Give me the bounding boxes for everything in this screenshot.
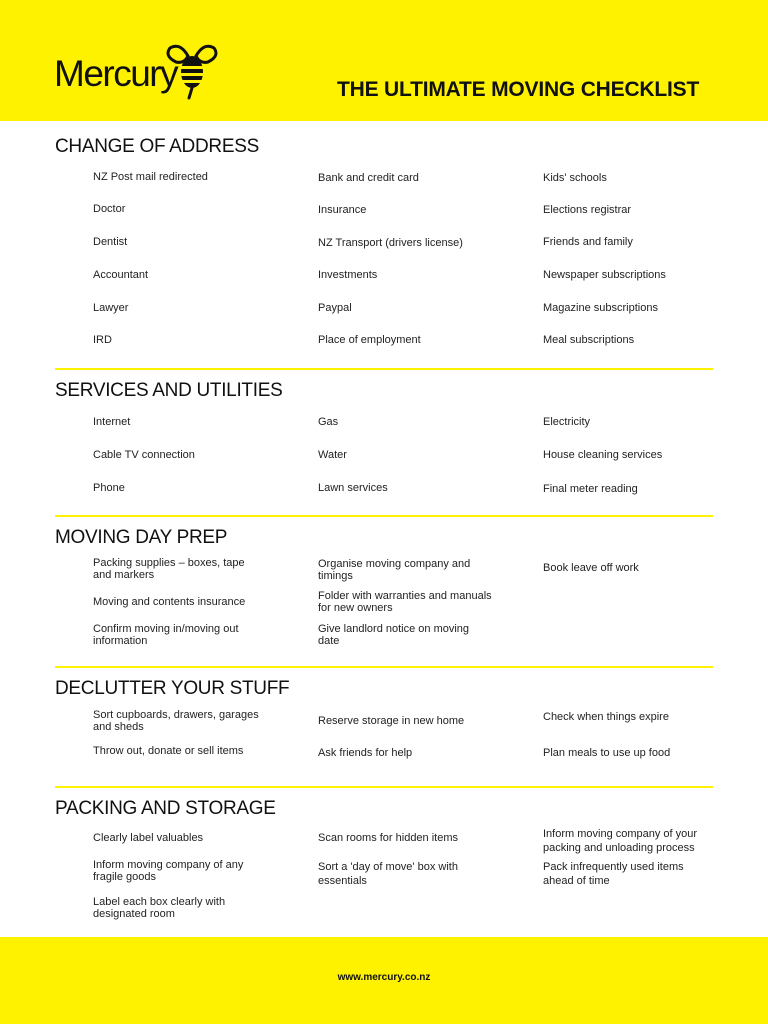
checklist-item: Packing supplies – boxes, tape and markers [93,557,245,581]
checklist-item: Confirm moving in/moving out information [93,623,239,647]
footer-website-link[interactable]: www.mercury.co.nz [337,972,431,983]
checklist-item: Lawyer [93,302,129,314]
checklist-item: Cable TV connection [93,449,195,461]
checklist-item: Scan rooms for hidden items [318,832,459,844]
checklist-item: Elections registrar [543,204,632,216]
checklist-item: Dentist [93,236,128,248]
checklist-item: Doctor [93,203,126,215]
checklist-item: Water [318,449,347,461]
checklist-item: Investments [318,269,378,281]
checklist-item: NZ Transport (drivers license) [318,237,463,249]
checklist-item: House cleaning services [543,449,663,461]
mercury-logo [54,52,177,96]
checklist-item: Reserve storage in new home [318,715,465,727]
section-divider [55,515,713,517]
checklist-item: Clearly label valuables [93,832,204,844]
checklist-item: Bank and credit card [318,172,419,184]
page-title: THE ULTIMATE MOVING CHECKLIST [337,78,700,101]
checklist-item: Sort a 'day of move' box with essentials [318,861,458,887]
checklist-item: IRD [93,334,112,346]
footer-banner [0,937,768,1024]
checklist-item: Give landlord notice on moving date [318,623,470,647]
checklist-item: Phone [93,482,125,494]
section-divider [55,666,713,668]
checklist-item: Label each box clearly with designated room [93,896,226,920]
checklist-item: Friends and family [543,236,633,248]
section-title-services-utilities: SERVICES AND UTILITIES [55,380,283,401]
checklist-item: Inform moving company of your packing and unloading process [543,828,698,854]
checklist-item: Book leave off work [543,562,639,574]
checklist-item: Electricity [543,416,591,428]
section-divider [55,368,713,370]
checklist-item: Meal subscriptions [543,334,635,346]
section-title-change-of-address: CHANGE OF ADDRESS [55,136,259,157]
checklist-item: Organise moving company and timings [318,558,471,582]
checklist-item: Newspaper subscriptions [543,269,666,281]
checklist-item: Paypal [318,302,352,314]
checklist-item: Gas [318,416,339,428]
section-title-declutter: DECLUTTER YOUR STUFF [55,678,290,699]
section-divider [55,786,713,788]
checklist-item: Kids' schools [543,172,607,184]
checklist-item: Pack infrequently used items ahead of time [543,861,684,887]
checklist-item: Accountant [93,269,149,281]
section-title-moving-day-prep: MOVING DAY PREP [55,527,228,548]
checklist-item: Magazine subscriptions [543,302,658,314]
checklist-item: Final meter reading [543,483,638,495]
checklist-item: Insurance [318,204,367,216]
checklist-item: Lawn services [318,482,388,494]
checklist-item: Sort cupboards, drawers, garages and sheds [93,709,259,733]
checklist-item: Place of employment [318,334,421,346]
checklist-item: Folder with warranties and manuals for new owners [318,590,492,614]
section-title-packing-storage: PACKING AND STORAGE [55,798,276,819]
checklist-item: Throw out, donate or sell items [93,745,244,757]
checklist-item: NZ Post mail redirected [93,171,208,183]
checklist-item: Internet [93,416,131,428]
header-banner [0,0,768,121]
brand-name: Mercury [54,53,178,94]
checklist-item: Plan meals to use up food [543,747,671,759]
checklist-item: Inform moving company of any fragile goods [93,859,244,883]
checklist-item: Ask friends for help [318,747,413,759]
checklist-item: Check when things expire [543,711,669,723]
checklist-item: Moving and contents insurance [93,596,246,608]
bee-icon [166,42,222,100]
